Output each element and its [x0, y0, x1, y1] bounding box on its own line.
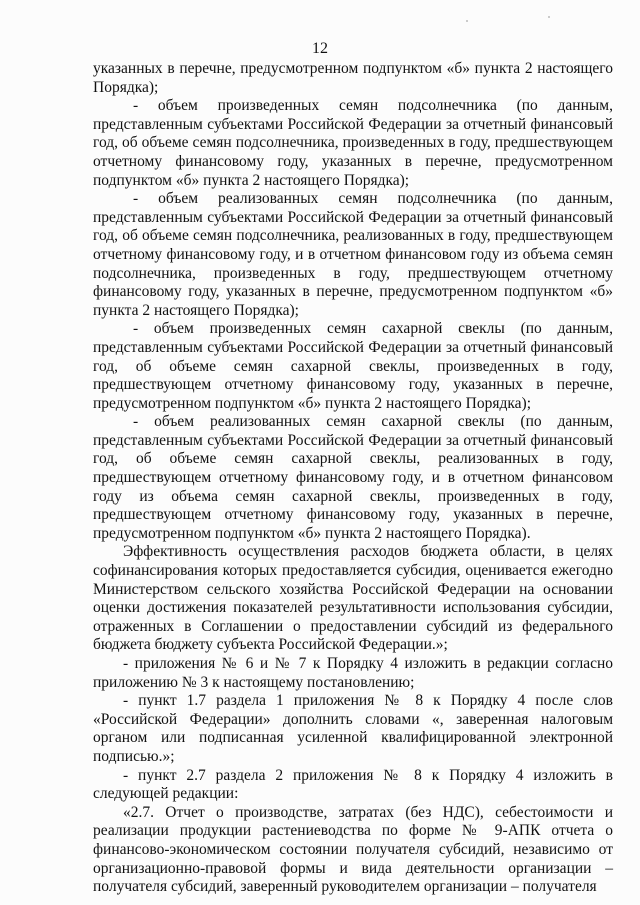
page-number: 12 [312, 40, 328, 57]
amendment-point-1-7: - пункт 1.7 раздела 1 приложения № 8 к Порядку 4 после слов «Российской Федерации» дополнить словами «, заверенная налоговым органом или подписанная усиленной квалифицированной электронной подписью.»; [93, 692, 613, 765]
amendment-point-2-7: - пункт 2.7 раздела 2 приложения № 8 к Порядку 4 изложить в следующей редакции: [93, 766, 613, 803]
list-item-sunflower-sold: - объем реализованных семян подсолнечника (по данным, представленным субъектами Российской Федерации за отчетный финансовый год, об объеме семян подсолнечника, реализованных в году, предшествующем отчетному финансовому году, и в отчетном финансовом году из объема семян подсолнечника, произведенных в году, предшествующем отчетному финансовому году, указанных в перечне, предусмотренном подпунктом «б» пункта 2 настоящего Порядка); [93, 190, 613, 319]
paragraph-continuation: указанных в перечне, предусмотренном подпунктом «б» пункта 2 настоящего Порядка); [93, 60, 613, 96]
amendment-appendices-6-7: - приложения № 6 и № 7 к Порядку 4 изложить в редакции согласно приложению № 3 к настоящему постановлению; [93, 655, 613, 691]
list-item-sugar-beet-produced: - объем произведенных семян сахарной свеклы (по данным, представленным субъектами Российской Федерации за отчетный финансовый год, об объеме семян сахарной свеклы, произведенных в году, предшествующем отчетному финансовому году, указанных в перечне, предусмотренном подпунктом «б» пункта 2 настоящего Порядка); [93, 320, 613, 412]
document-body [93, 60, 613, 897]
list-item-sunflower-produced: - объем произведенных семян подсолнечника (по данным, представленным субъектами Российской Федерации за отчетный финансовый год, об объеме семян подсолнечника, произведенных в году, предшествующем отчетному финансовому году, указанных в перечне, предусмотренном подпунктом «б» пункта 2 настоящего Порядка); [93, 97, 613, 189]
scan-speck [548, 16, 550, 18]
list-item-sugar-beet-sold: - объем реализованных семян сахарной свеклы (по данным, представленным субъектами Российской Федерации за отчетный финансовый год, об объеме семян сахарной свеклы, реализованных в году, предшествующем отчетному финансовому году, и в отчетном финансовом году из объема семян сахарной свеклы, произведенных в году, предшествующем отчетному финансовому году, указанных в перечне, предусмотренном подпунктом «б» пункта 2 настоящего Порядка). [93, 413, 613, 542]
paragraph-efficiency: Эффективность осуществления расходов бюджета области, в целях софинансирования которых предоставляется субсидия, оценивается ежегодно Министерством сельского хозяйства Российской Федерации на основании оценки достижения показателей результативности использования субсидии, отраженных в Соглашении о предоставлении субсидий из федерального бюджета бюджету субъекта Российской Федерации.»; [93, 543, 613, 654]
new-text-point-2-7: «2.7. Отчет о производстве, затратах (без НДС), себестоимости и реализации продукции растениеводства по форме № 9-АПК отчета о финансово-экономическом состоянии получателя субсидий, независимо от организационно-правовой формы и вида деятельности организации – получателя субсидий, заверенный руководителем организации – получателя [93, 803, 613, 896]
scan-speck [466, 20, 468, 22]
